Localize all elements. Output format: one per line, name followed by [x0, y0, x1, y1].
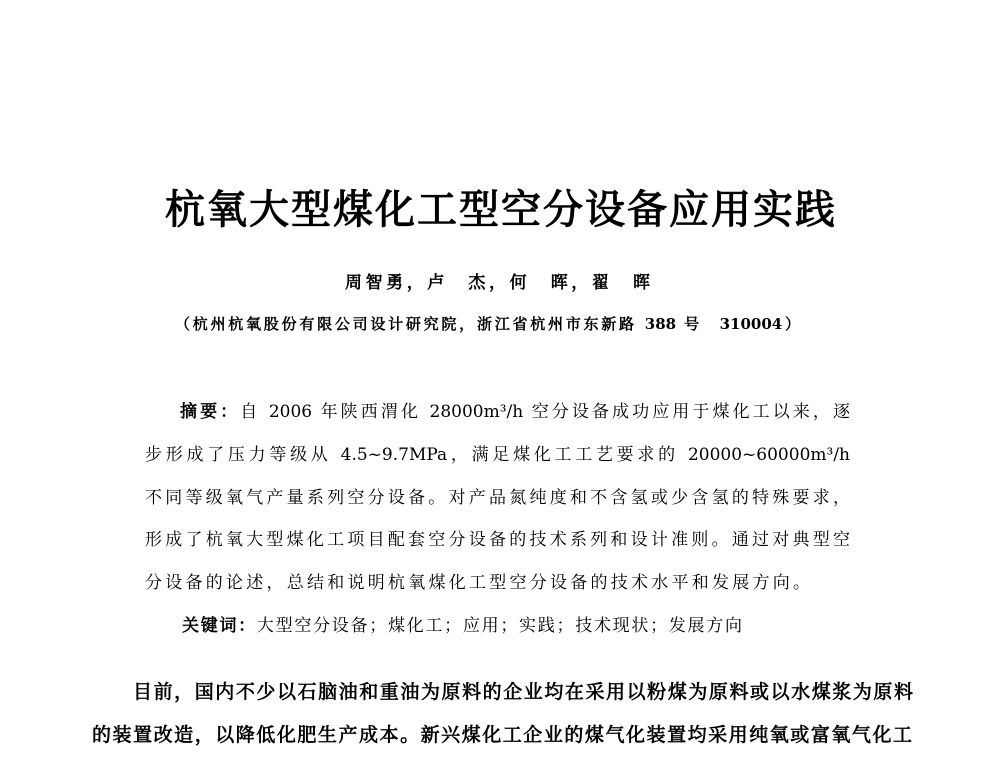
- abstract-line-3: 不同等级氧气产量系列空分设备。对产品氮纯度和不含氢或少含氢的特殊要求，: [145, 488, 850, 508]
- abstract-label: 摘要：: [180, 402, 241, 422]
- abstract-line-4: 形成了杭氧大型煤化工项目配套空分设备的技术系列和设计准则。通过对典型空: [145, 530, 850, 550]
- affiliation: （杭州杭氧股份有限公司设计研究院，浙江省杭州市东新路 388 号 310004）: [175, 315, 800, 333]
- authors: 周智勇，卢 杰，何 晖，翟 晖: [345, 273, 650, 293]
- abstract-line-2: 步形成了压力等级从 4.5~9.7MPa，满足煤化工工艺要求的 20000~60000m³/h: [145, 445, 850, 465]
- paper-title: 杭氧大型煤化工型空分设备应用实践: [165, 186, 835, 233]
- keywords-text: 大型空分设备；煤化工；应用；实践；技术现状；发展方向: [256, 616, 743, 636]
- abstract-line-1: [180, 401, 850, 423]
- keywords-label: 关键词：: [182, 616, 257, 636]
- body-line-2: 的装置改造，以降低化肥生产成本。新兴煤化工企业的煤气化装置均采用纯氧或富氧气化工: [92, 724, 912, 746]
- abstract-text: 自 2006 年陕西渭化 28000m³/h 空分设备成功应用于煤化工以来，逐: [240, 402, 850, 422]
- body-line-1: 目前，国内不少以石脑油和重油为原料的企业均在采用以粉煤为原料或以水煤浆为原料: [133, 681, 913, 703]
- keywords: [182, 615, 742, 637]
- abstract-line-5: 分设备的论述，总结和说明杭氧煤化工型空分设备的技术水平和发展方向。: [145, 573, 810, 593]
